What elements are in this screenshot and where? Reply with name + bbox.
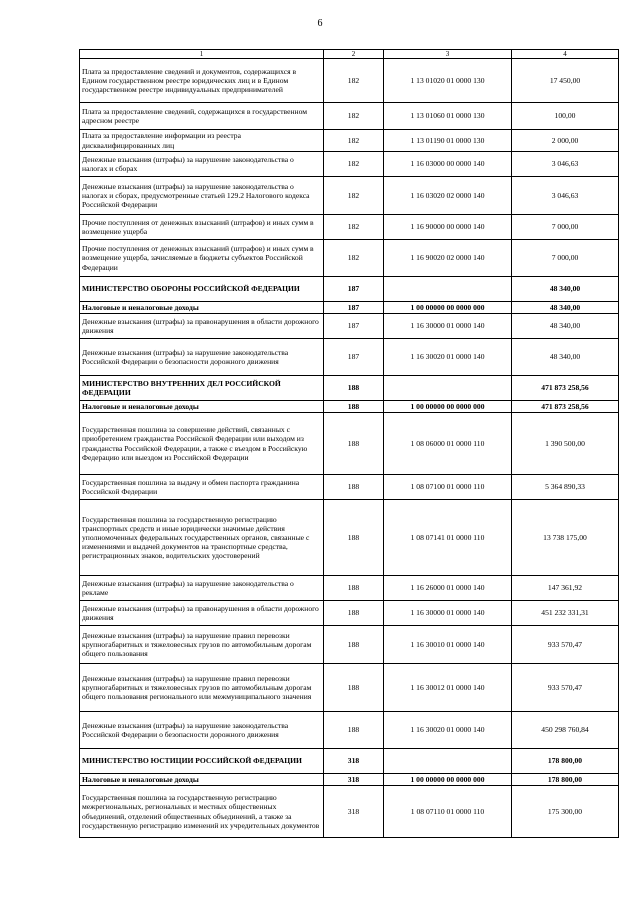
table-row (80, 626, 619, 664)
table-row (80, 664, 619, 712)
row-name-cell: МИНИСТЕРСТВО ВНУТРЕННИХ ДЕЛ РОССИЙСКОЙ ФЕДЕРАЦИИ (80, 376, 324, 401)
row-code-cell: 182 (324, 130, 384, 152)
row-name-cell: Денежные взыскания (штрафы) за нарушение законодательства Российской Федерации о безопасности дорожного движения (80, 712, 324, 749)
row-amount-cell: 48 340,00 (512, 302, 619, 314)
section-row (80, 774, 619, 786)
row-kbk-cell: 1 16 26000 01 0000 140 (384, 576, 512, 601)
row-name-cell: МИНИСТЕРСТВО ЮСТИЦИИ РОССИЙСКОЙ ФЕДЕРАЦИИ (80, 749, 324, 774)
row-name-cell: Государственная пошлина за выдачу и обмен паспорта гражданина Российской Федерации (80, 475, 324, 500)
table-row (80, 576, 619, 601)
row-kbk-cell: 1 13 01020 01 0000 130 (384, 59, 512, 103)
row-code-cell: 318 (324, 749, 384, 774)
table-row (80, 215, 619, 240)
table-row (80, 314, 619, 339)
section-row (80, 277, 619, 302)
row-code-cell: 182 (324, 177, 384, 215)
row-name-cell: Денежные взыскания (штрафы) за нарушение законодательства о налогах и сборах (80, 152, 324, 177)
row-code-cell: 188 (324, 475, 384, 500)
row-kbk-cell: 1 13 01190 01 0000 130 (384, 130, 512, 152)
row-kbk-cell: 1 16 03000 00 0000 140 (384, 152, 512, 177)
row-code-cell: 187 (324, 339, 384, 376)
row-amount-cell: 933 570,47 (512, 664, 619, 712)
row-name-cell: Государственная пошлина за государственную регистрацию межрегиональных, региональных и местных общественных объединений, отделений общественных объединений, а также за государственную регистрацию изменений их учредительных документов (80, 786, 324, 838)
row-code-cell: 182 (324, 240, 384, 277)
row-name-cell: Плата за предоставление сведений и документов, содержащихся в Едином государственном реестре юридических лиц и в Едином государственном реестре индивидуальных предпринимателей (80, 59, 324, 103)
column-header: 4 (512, 50, 619, 59)
row-amount-cell: 3 046,63 (512, 177, 619, 215)
row-name-cell: Прочие поступления от денежных взысканий (штрафов) и иных сумм в возмещение ущерба (80, 215, 324, 240)
row-code-cell: 188 (324, 401, 384, 413)
row-amount-cell: 471 873 258,56 (512, 401, 619, 413)
row-amount-cell: 933 570,47 (512, 626, 619, 664)
row-name-cell: Прочие поступления от денежных взысканий (штрафов) и иных сумм в возмещение ущерба, зачисляемые в бюджеты субъектов Российской Федерации (80, 240, 324, 277)
row-amount-cell: 7 000,00 (512, 215, 619, 240)
row-kbk-cell: 1 16 03020 02 0000 140 (384, 177, 512, 215)
section-row (80, 302, 619, 314)
row-kbk-cell: 1 16 30012 01 0000 140 (384, 664, 512, 712)
section-row (80, 376, 619, 401)
row-amount-cell: 178 800,00 (512, 774, 619, 786)
row-name-cell: Денежные взыскания (штрафы) за нарушение правил перевозки крупногабаритных и тяжеловесных грузов по автомобильным дорогам общего пользования (80, 626, 324, 664)
row-amount-cell: 178 800,00 (512, 749, 619, 774)
row-amount-cell: 471 873 258,56 (512, 376, 619, 401)
row-kbk-cell: 1 16 30000 01 0000 140 (384, 601, 512, 626)
row-code-cell: 188 (324, 413, 384, 475)
row-kbk-cell: 1 16 30010 01 0000 140 (384, 626, 512, 664)
table-row (80, 786, 619, 838)
row-name-cell: Денежные взыскания (штрафы) за нарушение правил перевозки крупногабаритных и тяжеловесных грузов по автомобильным дорогам общего пользования регионального или межмуниципального значения (80, 664, 324, 712)
row-amount-cell: 48 340,00 (512, 314, 619, 339)
row-kbk-cell (384, 277, 512, 302)
row-code-cell: 318 (324, 774, 384, 786)
row-kbk-cell: 1 16 30020 01 0000 140 (384, 712, 512, 749)
page-number: 6 (317, 18, 323, 29)
row-name-cell: Денежные взыскания (штрафы) за нарушение законодательства Российской Федерации о безопасности дорожного движения (80, 339, 324, 376)
table-row (80, 712, 619, 749)
row-kbk-cell: 1 16 30000 01 0000 140 (384, 314, 512, 339)
row-amount-cell: 1 390 500,00 (512, 413, 619, 475)
row-code-cell: 187 (324, 314, 384, 339)
column-header: 3 (384, 50, 512, 59)
row-name-cell: Государственная пошлина за совершение действий, связанных с приобретением гражданства Российской Федерации или выходом из гражданства Российской Федерации, а также с въездом в Российскую Федерацию или выездом из Российской Федерации (80, 413, 324, 475)
column-header: 1 (80, 50, 324, 59)
row-amount-cell: 48 340,00 (512, 339, 619, 376)
row-amount-cell: 147 361,92 (512, 576, 619, 601)
row-name-cell: Денежные взыскания (штрафы) за правонарушения в области дорожного движения (80, 601, 324, 626)
row-name-cell: Денежные взыскания (штрафы) за правонарушения в области дорожного движения (80, 314, 324, 339)
table-row (80, 339, 619, 376)
row-amount-cell: 2 000,00 (512, 130, 619, 152)
row-name-cell: Государственная пошлина за государственную регистрацию транспортных средств и иные юридически значимые действия уполномоченных федеральных государственных органов, связанные с изменениями и выдачей документов на транспортные средства, регистрационных знаков, водительских удостоверений (80, 500, 324, 576)
row-code-cell: 188 (324, 500, 384, 576)
table-row (80, 500, 619, 576)
row-code-cell: 188 (324, 576, 384, 601)
table-row (80, 475, 619, 500)
row-amount-cell: 48 340,00 (512, 277, 619, 302)
row-code-cell: 188 (324, 664, 384, 712)
column-number-row (80, 50, 619, 59)
row-name-cell: Плата за предоставление сведений, содержащихся в государственном адресном реестре (80, 103, 324, 130)
row-amount-cell: 7 000,00 (512, 240, 619, 277)
row-code-cell: 188 (324, 712, 384, 749)
row-code-cell: 182 (324, 152, 384, 177)
row-kbk-cell: 1 00 00000 00 0000 000 (384, 774, 512, 786)
row-name-cell: Налоговые и неналоговые доходы (80, 401, 324, 413)
row-kbk-cell: 1 08 07100 01 0000 110 (384, 475, 512, 500)
row-name-cell: МИНИСТЕРСТВО ОБОРОНЫ РОССИЙСКОЙ ФЕДЕРАЦИИ (80, 277, 324, 302)
row-amount-cell: 13 738 175,00 (512, 500, 619, 576)
row-amount-cell: 450 298 760,84 (512, 712, 619, 749)
row-code-cell: 188 (324, 601, 384, 626)
table-row (80, 177, 619, 215)
row-code-cell: 182 (324, 215, 384, 240)
revenue-table (79, 49, 619, 838)
row-name-cell: Налоговые и неналоговые доходы (80, 774, 324, 786)
row-kbk-cell (384, 749, 512, 774)
row-kbk-cell: 1 16 30020 01 0000 140 (384, 339, 512, 376)
row-code-cell: 187 (324, 277, 384, 302)
row-amount-cell: 451 232 331,31 (512, 601, 619, 626)
row-kbk-cell: 1 00 00000 00 0000 000 (384, 302, 512, 314)
row-amount-cell: 100,00 (512, 103, 619, 130)
row-kbk-cell: 1 13 01060 01 0000 130 (384, 103, 512, 130)
row-kbk-cell (384, 376, 512, 401)
table-row (80, 413, 619, 475)
row-code-cell: 188 (324, 626, 384, 664)
table-row (80, 130, 619, 152)
row-amount-cell: 5 364 890,33 (512, 475, 619, 500)
row-amount-cell: 3 046,63 (512, 152, 619, 177)
row-name-cell: Денежные взыскания (штрафы) за нарушение законодательства о рекламе (80, 576, 324, 601)
row-kbk-cell: 1 08 07141 01 0000 110 (384, 500, 512, 576)
column-header: 2 (324, 50, 384, 59)
table-row (80, 601, 619, 626)
table-row (80, 103, 619, 130)
row-amount-cell: 175 300,00 (512, 786, 619, 838)
row-code-cell: 182 (324, 59, 384, 103)
table-row (80, 59, 619, 103)
row-code-cell: 318 (324, 786, 384, 838)
row-amount-cell: 17 450,00 (512, 59, 619, 103)
row-code-cell: 188 (324, 376, 384, 401)
table-row (80, 240, 619, 277)
row-code-cell: 182 (324, 103, 384, 130)
table-row (80, 152, 619, 177)
row-kbk-cell: 1 00 00000 00 0000 000 (384, 401, 512, 413)
row-kbk-cell: 1 08 06000 01 0000 110 (384, 413, 512, 475)
row-kbk-cell: 1 16 90020 02 0000 140 (384, 240, 512, 277)
section-row (80, 749, 619, 774)
row-code-cell: 187 (324, 302, 384, 314)
row-name-cell: Налоговые и неналоговые доходы (80, 302, 324, 314)
section-row (80, 401, 619, 413)
row-name-cell: Денежные взыскания (штрафы) за нарушение законодательства о налогах и сборах, предусмотренные статьей 129.2 Налогового кодекса Российской Федерации (80, 177, 324, 215)
row-kbk-cell: 1 08 07110 01 0000 110 (384, 786, 512, 838)
row-kbk-cell: 1 16 90000 00 0000 140 (384, 215, 512, 240)
row-name-cell: Плата за предоставление информации из реестра дисквалифицированных лиц (80, 130, 324, 152)
